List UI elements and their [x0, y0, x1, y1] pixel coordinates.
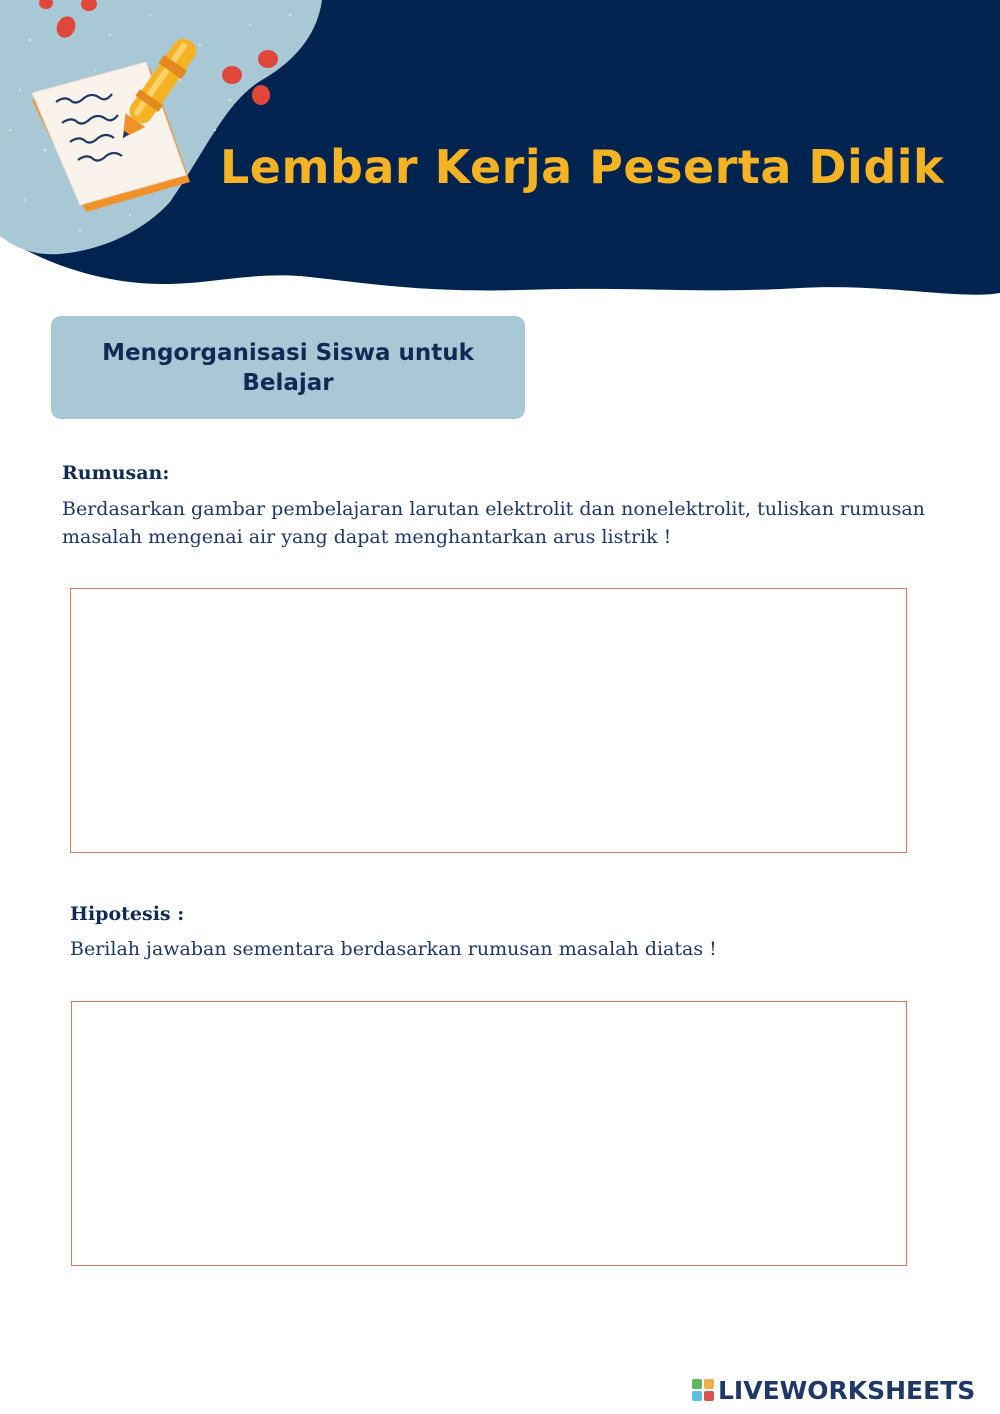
page-title: Lembar Kerja Peserta Didik — [220, 140, 945, 194]
hipotesis-answer-box[interactable] — [71, 1001, 907, 1266]
rumusan-label: Rumusan: — [62, 462, 170, 484]
hipotesis-label: Hipotesis : — [70, 903, 185, 925]
section-banner — [51, 316, 525, 419]
hipotesis-instruction: Berilah jawaban sementara berdasarkan rumusan masalah diatas ! — [70, 938, 717, 960]
brand-name: LIVEWORKSHEETS — [718, 1375, 976, 1405]
rumusan-answer-box[interactable] — [70, 588, 907, 853]
liveworksheets-logo-icon — [692, 1379, 714, 1401]
footer-brand[interactable] — [692, 1373, 975, 1407]
rumusan-instruction: Berdasarkan gambar pembelajaran larutan elektrolit dan nonelektrolit, tuliskan rumusan masalah mengenai air yang dapat menghantarkan arus listrik ! — [62, 498, 925, 548]
section-title: Mengorganisasi Siswa untuk Belajar — [102, 339, 474, 396]
